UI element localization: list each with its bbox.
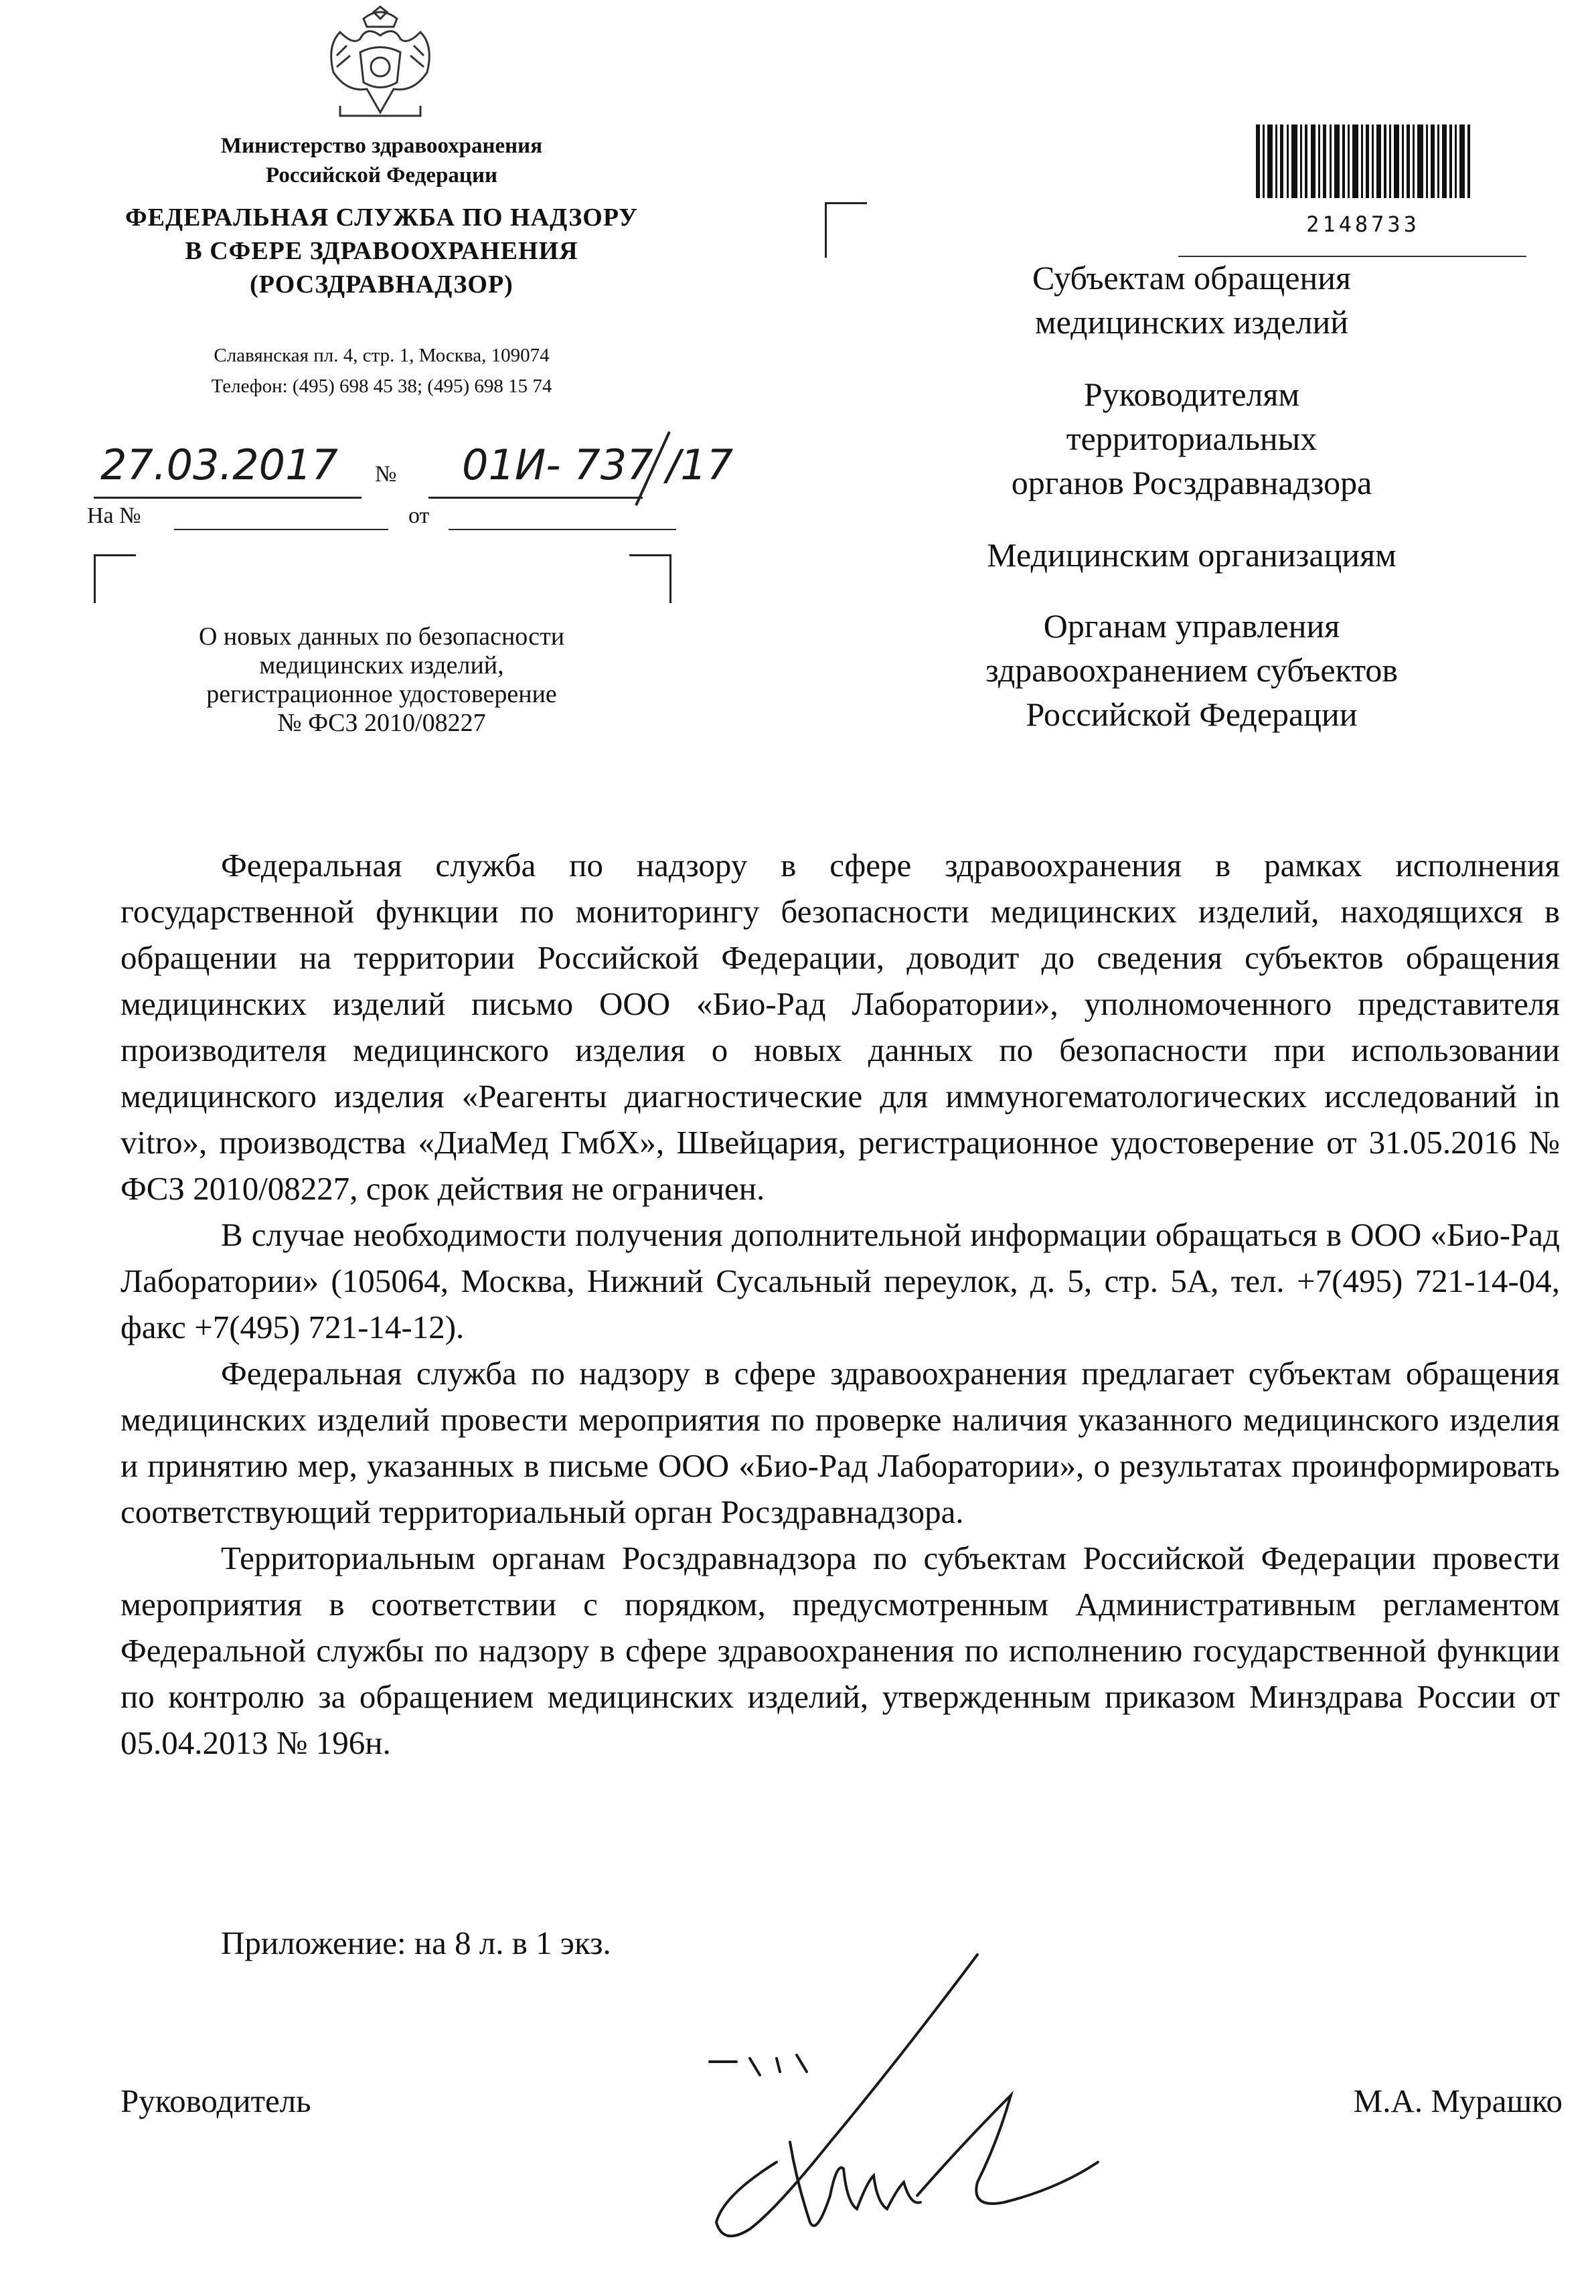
body-paragraph: Федеральная служба по надзору в сфере здравоохранения в рамках исполнения государственной функции по мониторингу безопасности медицинских изделий, находящихся в обращении на территории Российской Федерации, доводит до сведения субъектов обращения медицинских изделий письмо ООО «Био-Рад Лаборатории», уполномоченного представителя производителя медицинского изделия о новых данных по безопасности при использовании медицинского изделия «Реагенты диагностические для иммуногематологических исследований in vitro», производства «ДиаМед ГмбХ», Швейцария, регистрационное удостоверение от 31.05.2016 № ФСЗ 2010/08227, срок действия не ограничен.	[121, 847, 1560, 1207]
addressee-territorial-bodies	[870, 372, 1513, 505]
addressee-line: здравоохранением субъектов	[985, 651, 1399, 689]
number-sign: №	[375, 462, 397, 487]
addressee-line: органов Росздравнадзора	[1011, 464, 1372, 501]
letter-subject	[107, 623, 656, 738]
reference-label: На №	[87, 503, 141, 528]
reference-number-line	[174, 529, 388, 530]
addressee-medical-organizations	[870, 533, 1513, 577]
addressee-line: медицинских изделий	[1034, 303, 1349, 341]
addressee-line: Субъектам обращения	[1032, 259, 1351, 297]
slash-mark-icon	[629, 428, 683, 509]
subject-line: медицинских изделий,	[259, 651, 504, 679]
address-corner-bracket	[825, 202, 867, 258]
addressee-medical-device-subjects	[870, 256, 1513, 344]
ministry-line: Министерство здравоохранения	[220, 134, 543, 158]
coat-of-arms-emblem-icon	[320, 5, 441, 119]
addressee-health-authorities	[870, 604, 1513, 736]
service-line: (РОСЗДРАВНАДЗОР)	[250, 270, 513, 299]
attachment-note: Приложение: на 8 л. в 1 экз.	[221, 1924, 611, 1961]
signatory-title: Руководитель	[121, 2082, 311, 2119]
ministry-name	[67, 131, 696, 190]
subject-line: регистрационное удостоверение	[206, 680, 557, 708]
phone-numbers: Телефон: (495) 698 45 38; (495) 698 15 74	[211, 376, 552, 397]
date-underline	[94, 497, 362, 499]
handwritten-signature-icon	[696, 1941, 1151, 2263]
addressee-line: Медицинским организациям	[987, 536, 1396, 574]
subject-line: О новых данных по безопасности	[198, 623, 565, 651]
addressee-line: территориальных	[1066, 420, 1318, 457]
handwritten-number: 01И- 737 /17	[462, 440, 734, 489]
addressee-line: Российской Федерации	[1026, 695, 1358, 733]
service-line: ФЕДЕРАЛЬНАЯ СЛУЖБА ПО НАДЗОРУ	[125, 203, 638, 232]
number-underline	[428, 497, 643, 499]
body-paragraph: В случае необходимости получения дополнительной информации обращаться в ООО «Био-Рад Лаборатории» (105064, Москва, Нижний Сусальный переулок, д. 5, стр. 5А, тел. +7(495) 721-14-04, факс +7(495) 721-14-12).	[121, 1216, 1560, 1345]
letter-body	[121, 842, 1560, 1766]
reference-date-line	[449, 529, 676, 530]
subject-left-bracket	[94, 554, 136, 603]
subject-right-bracket	[629, 554, 671, 603]
barcode-number: 2148733	[1306, 212, 1420, 237]
reference-date-label: от	[408, 503, 430, 528]
registration-row	[80, 435, 750, 509]
addressee-line: Органам управления	[1043, 607, 1340, 645]
service-line: В СФЕРЕ ЗДРАВООХРАНЕНИЯ	[185, 237, 578, 265]
signatory-name: М.А. Мурашко	[1353, 2082, 1563, 2119]
ministry-line: Российской Федерации	[266, 163, 497, 187]
subject-line: № ФСЗ 2010/08227	[277, 709, 486, 737]
addressee-line: Руководителям	[1083, 376, 1300, 413]
barcode-icon	[1256, 125, 1470, 198]
reference-row	[80, 503, 683, 544]
contact-block	[67, 340, 696, 402]
body-paragraph: Федеральная служба по надзору в сфере здравоохранения предлагает субъектам обращения медицинских изделий провести мероприятия по проверке наличия указанного медицинского изделия и принятию мер, указанных в письме ООО «Био-Рад Лаборатории», о результатах проинформировать соответствующий территориальный орган Росздравнадзора.	[121, 1355, 1560, 1530]
postal-address: Славянская пл. 4, стр. 1, Москва, 109074	[214, 345, 550, 366]
body-paragraph: Территориальным органам Росздравнадзора по субъектам Российской Федерации провести мероприятия в соответствии с порядком, предусмотренным Административным регламентом Федеральной службы по надзору в сфере здравоохранения по исполнению государственной функции по контролю за обращением медицинских изделий, утвержденным приказом Минздрава России от 05.04.2013 № 196н.	[121, 1540, 1560, 1761]
handwritten-date: 27.03.2017	[100, 440, 338, 489]
service-name	[67, 201, 696, 301]
